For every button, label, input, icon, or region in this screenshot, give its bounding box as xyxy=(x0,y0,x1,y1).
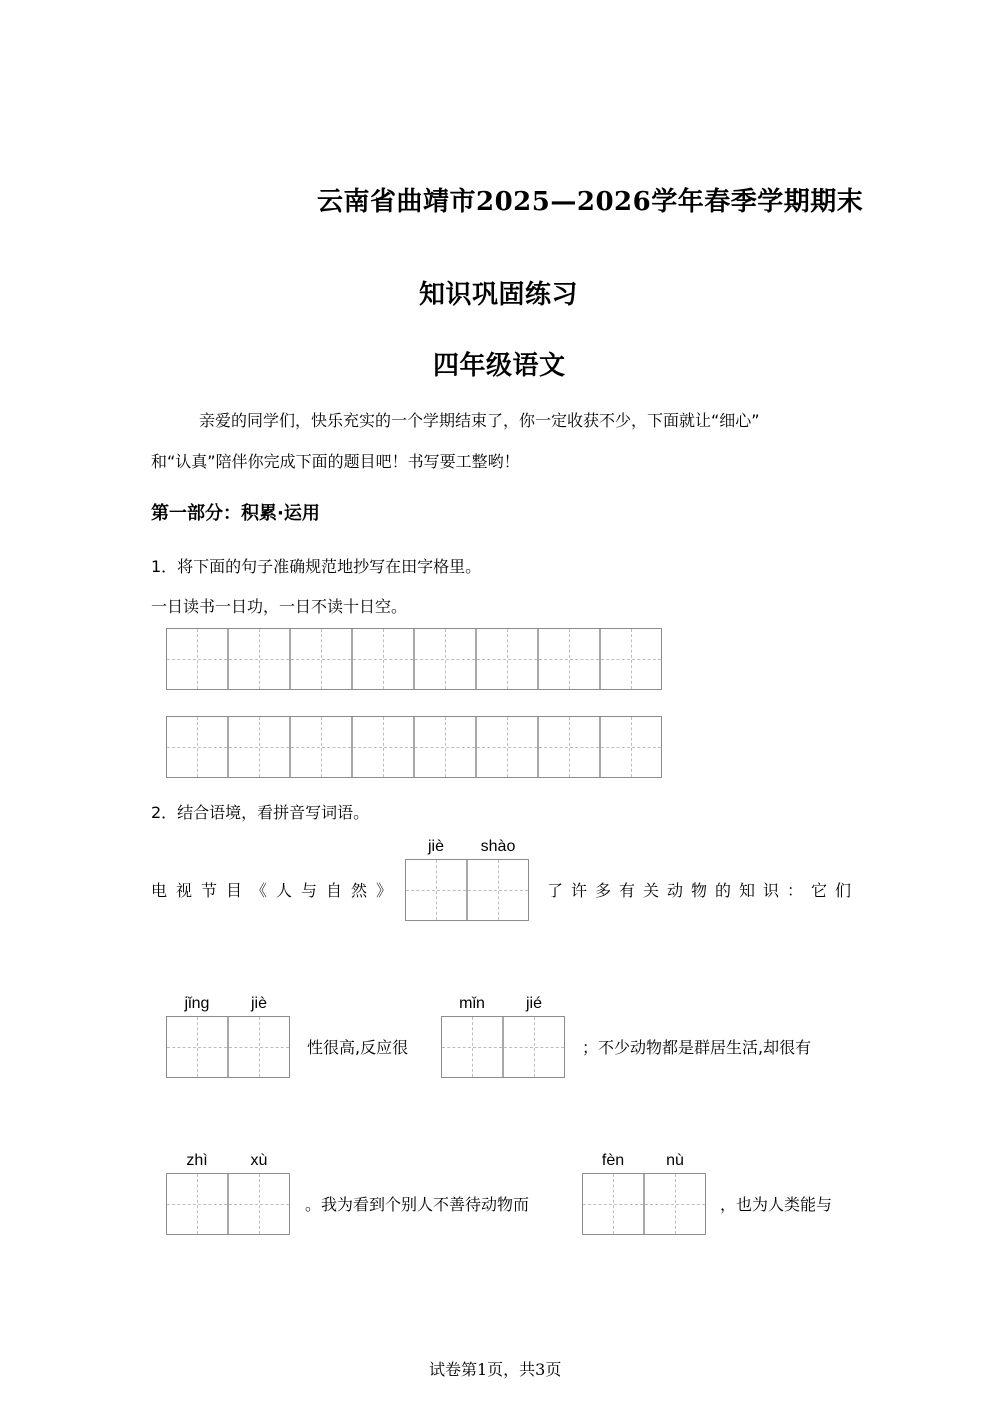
question1-sentence: 一日读书一日功，一日不读十日空。 xyxy=(151,597,408,616)
pinyin-label: fèn xyxy=(601,1152,625,1169)
tianzige-cell[interactable] xyxy=(583,1174,645,1234)
tianzige-cell[interactable] xyxy=(291,629,353,689)
question1-prompt: 1．将下面的句子准确规范地抄写在田字格里。 xyxy=(151,557,482,576)
tianzige-row-2[interactable] xyxy=(166,716,662,778)
tianzige-cell[interactable] xyxy=(415,717,477,777)
pinyin-label: mǐn xyxy=(459,995,485,1012)
pinyin-answer-box-4[interactable] xyxy=(166,1173,290,1235)
q2-line2-middle: 性很高,反应很 xyxy=(307,1038,409,1057)
tianzige-cell[interactable] xyxy=(477,629,539,689)
q2-line1-before: 电视节目《人与自然》 xyxy=(151,881,402,900)
intro-line1: 亲爱的同学们，快乐充实的一个学期结束了，你一定收获不少，下面就让“细心” xyxy=(199,411,760,430)
pinyin-label: shào xyxy=(480,838,516,855)
tianzige-cell[interactable] xyxy=(353,717,415,777)
pinyin-answer-box-3[interactable] xyxy=(441,1016,565,1078)
tianzige-cell[interactable] xyxy=(645,1174,705,1234)
tianzige-cell[interactable] xyxy=(442,1017,504,1077)
tianzige-cell[interactable] xyxy=(539,717,601,777)
q2-line3-after: ，也为人类能与 xyxy=(720,1195,833,1214)
tianzige-cell[interactable] xyxy=(229,629,291,689)
tianzige-cell[interactable] xyxy=(167,629,229,689)
tianzige-cell[interactable] xyxy=(229,1174,289,1234)
pinyin-label: zhì xyxy=(186,1152,208,1169)
pinyin-label: nù xyxy=(666,1152,684,1169)
q2-line1-after: 了许多有关动物的知识：它们 xyxy=(547,881,860,900)
pinyin-label: jǐng xyxy=(184,995,210,1012)
pinyin-label: xù xyxy=(250,1152,268,1169)
tianzige-cell[interactable] xyxy=(167,1017,229,1077)
pinyin-label: jiè xyxy=(250,995,267,1012)
tianzige-cell[interactable] xyxy=(406,860,468,920)
tianzige-cell[interactable] xyxy=(229,717,291,777)
exam-title-line3: 四年级语文 xyxy=(433,351,566,381)
page-footer: 试卷第1页，共3页 xyxy=(429,1360,562,1379)
section-title: 第一部分：积累·运用 xyxy=(151,503,320,524)
tianzige-cell[interactable] xyxy=(601,629,661,689)
tianzige-cell[interactable] xyxy=(477,717,539,777)
question2-prompt: 2．结合语境，看拼音写词语。 xyxy=(151,803,370,822)
tianzige-cell[interactable] xyxy=(167,1174,229,1234)
tianzige-cell[interactable] xyxy=(229,1017,289,1077)
pinyin-answer-box-5[interactable] xyxy=(582,1173,706,1235)
tianzige-row-1[interactable] xyxy=(166,628,662,690)
tianzige-cell[interactable] xyxy=(167,717,229,777)
pinyin-label: jiè xyxy=(427,838,444,855)
tianzige-cell[interactable] xyxy=(291,717,353,777)
intro-line2: 和“认真”陪伴你完成下面的题目吧！书写要工整哟！ xyxy=(151,452,520,471)
tianzige-cell[interactable] xyxy=(601,717,661,777)
q2-line2-after: ；不少动物都是群居生活,却很有 xyxy=(582,1038,812,1057)
tianzige-cell[interactable] xyxy=(468,860,528,920)
exam-title-line1: 云南省曲靖市2025—2026学年春季学期期末 xyxy=(317,187,864,217)
exam-title-line2: 知识巩固练习 xyxy=(419,280,579,310)
pinyin-label: jié xyxy=(525,995,542,1012)
q2-line3-middle: 。我为看到个别人不善待动物而 xyxy=(305,1195,530,1214)
tianzige-cell[interactable] xyxy=(353,629,415,689)
tianzige-cell[interactable] xyxy=(504,1017,564,1077)
tianzige-cell[interactable] xyxy=(415,629,477,689)
tianzige-cell[interactable] xyxy=(539,629,601,689)
pinyin-answer-box-2[interactable] xyxy=(166,1016,290,1078)
pinyin-answer-box-1[interactable] xyxy=(405,859,529,921)
